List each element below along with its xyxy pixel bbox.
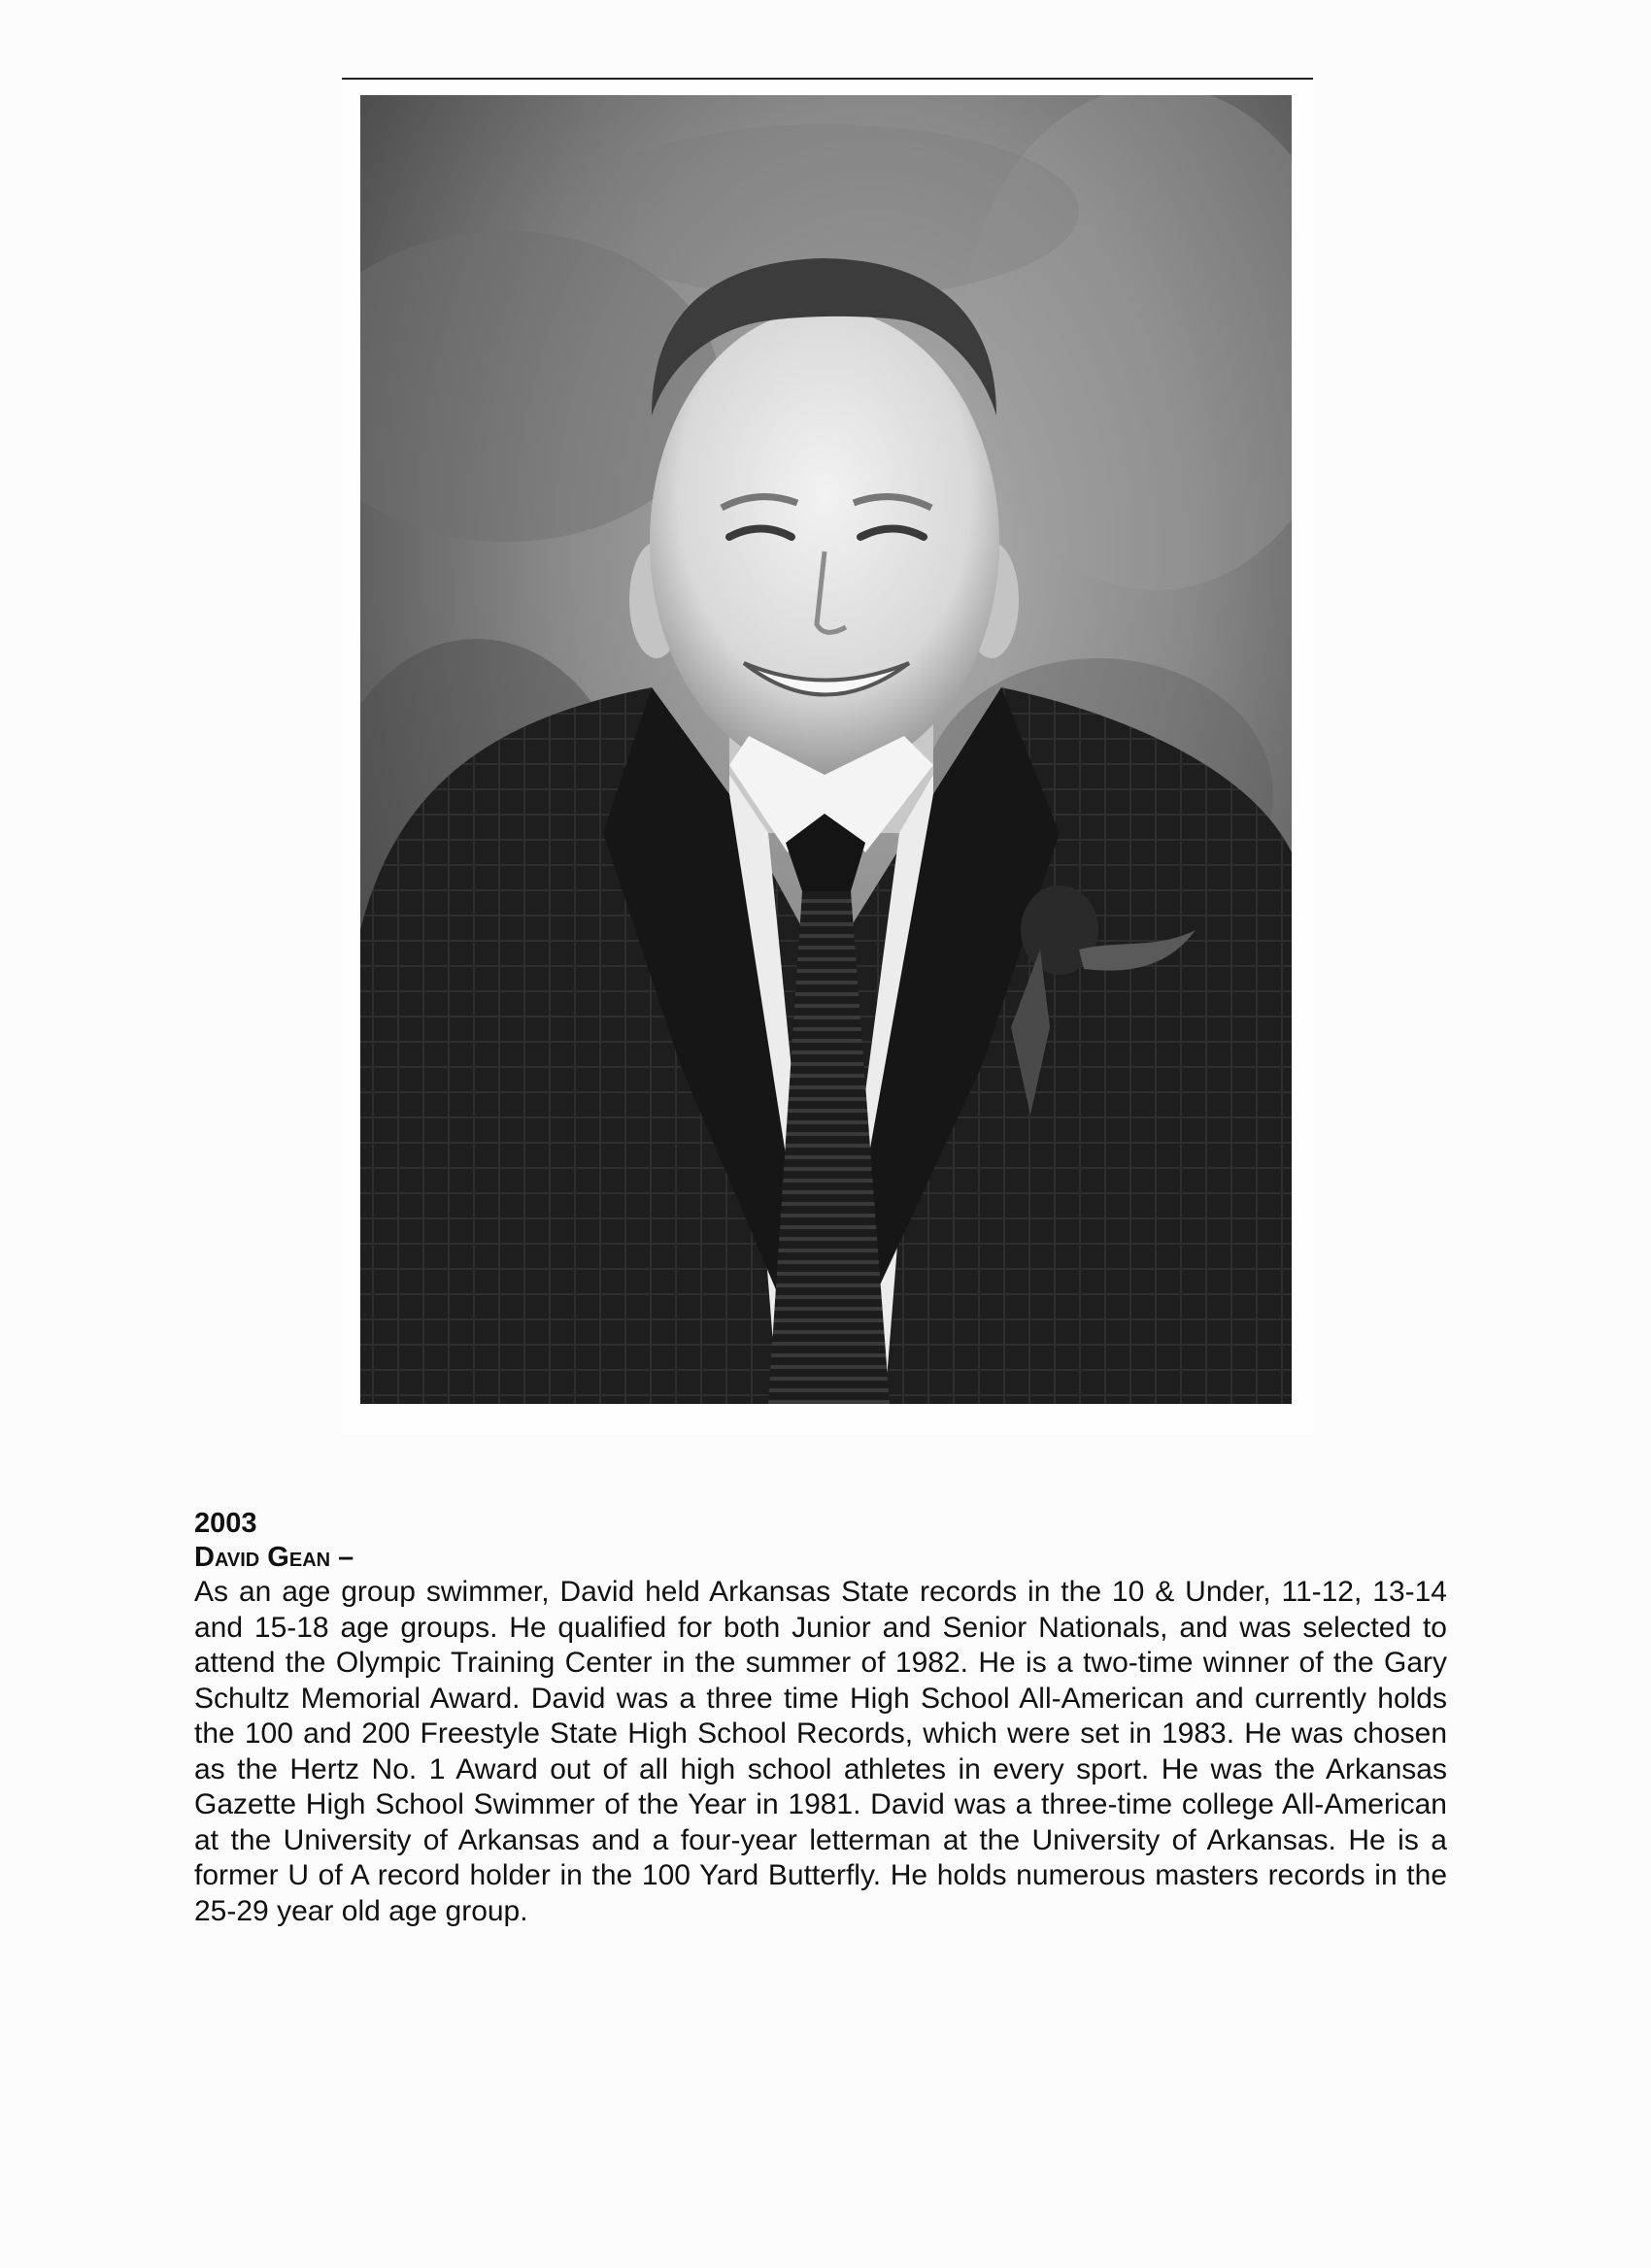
portrait-illustration — [360, 95, 1292, 1404]
biography-text: As an age group swimmer, David held Arkansas State records in the 10 & Under, 11-12, 13-14 and 15-18 age groups. He qualified for both Junior and Senior Nationals, and was selected to attend the Olympic Training Center in the summer of 1982. He is a two-time winner of the Gary Schultz Memorial Award. David was a three time High School All-American and currently holds the 100 and 200 Freestyle State High School Records, which were set in 1983. He was chosen as the Hertz No. 1 Award out of all high school athletes in every sport. He was the Arkansas Gazette High School Swimmer of the Year in 1981. David was a three-time college All-American at the University of Arkansas and a four-year letterman at the University of Arkansas. He is a former U of A record holder in the 100 Yard Butterfly. He holds numerous masters records in the 25-29 year old age group. — [194, 1576, 1447, 1927]
induction-year: 2003 — [194, 1508, 257, 1539]
portrait-photo — [360, 95, 1292, 1404]
biography-section — [194, 1507, 1447, 1929]
inductee-name: David Gean – — [194, 1542, 354, 1573]
